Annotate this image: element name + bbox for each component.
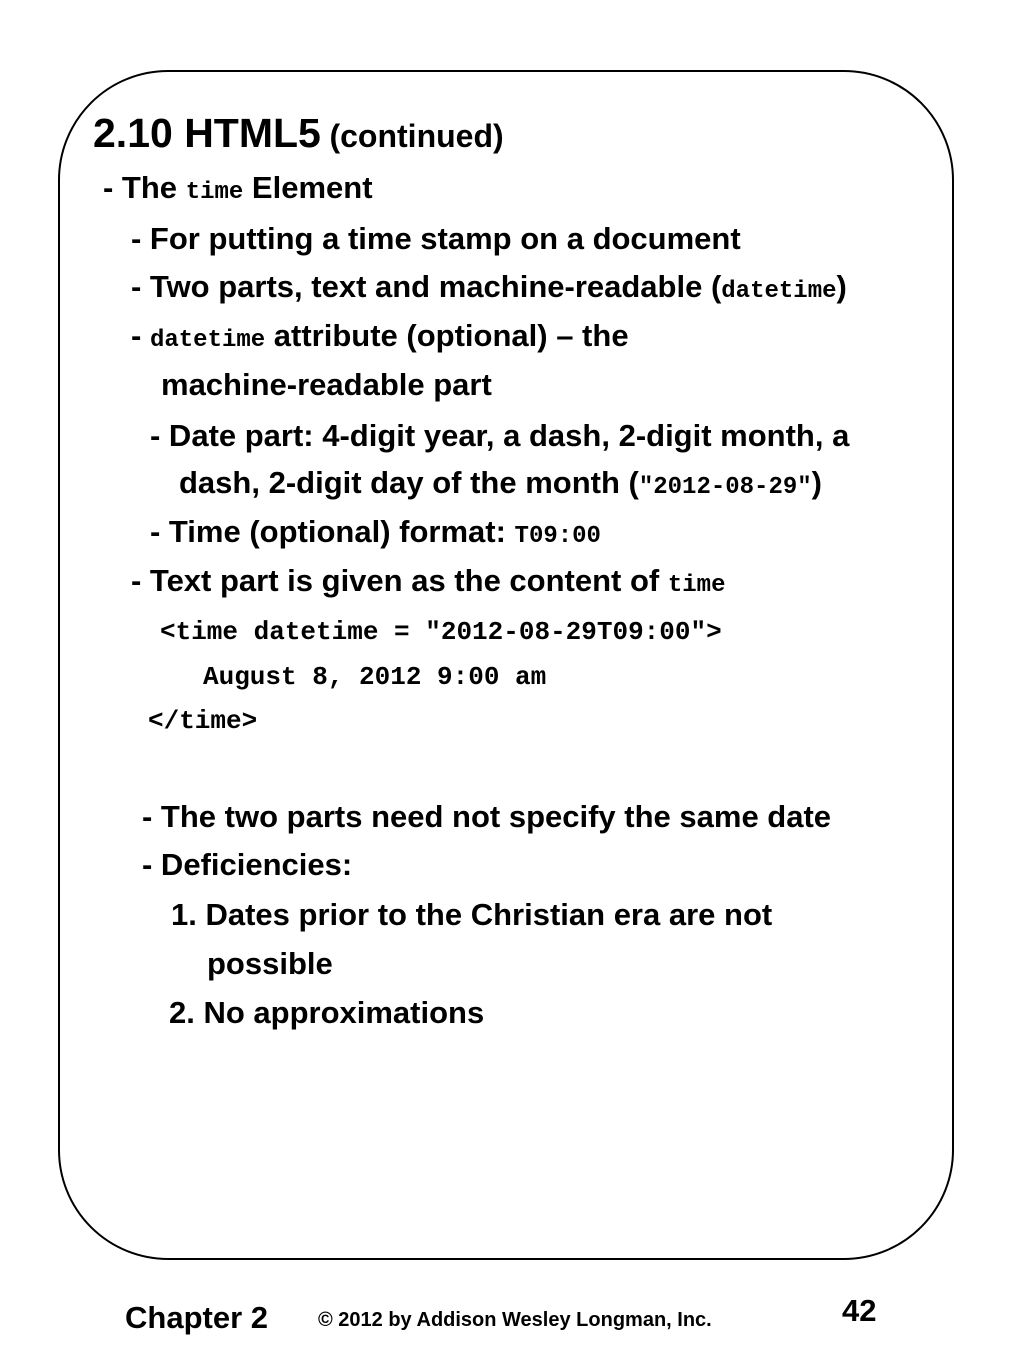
deficiency-1-line2: possible: [207, 946, 333, 981]
bullet-two-parts-code: datetime: [721, 278, 837, 305]
section-heading: [103, 172, 373, 205]
title-suffix: (continued): [329, 118, 504, 154]
time-format-text: - Time (optional) format:: [150, 514, 506, 549]
heading-prefix: - The: [103, 170, 178, 205]
code-line-open: <time datetime = ″2012-08-29T09:00″>: [160, 617, 722, 647]
date-part-text: dash, 2-digit day of the month (: [179, 465, 639, 500]
footer-copyright: © 2012 by Addison Wesley Longman, Inc.: [318, 1309, 712, 1331]
text-part: [131, 565, 725, 598]
deficiencies-label: - Deficiencies:: [142, 847, 353, 882]
bullet-datetime-attr: [131, 320, 629, 353]
bullet-attr-dash: -: [131, 318, 142, 353]
deficiency-1-line1: 1. Dates prior to the Christian era are not: [171, 897, 773, 932]
date-part-close: ): [811, 465, 822, 500]
code-line-close: </time>: [148, 706, 258, 736]
bullet-purpose: - For putting a time stamp on a document: [131, 221, 741, 256]
code-line-content: August 8, 2012 9:00 am: [203, 662, 547, 692]
text-part-code: time: [667, 572, 726, 599]
bullet-two-parts: [131, 271, 847, 304]
text-part-text: - Text part is given as the content of: [131, 563, 660, 598]
time-format: [150, 516, 601, 549]
bullet-attr-code: datetime: [149, 327, 266, 354]
heading-suffix: Element: [251, 170, 373, 205]
date-part-line2: [179, 467, 822, 500]
title-main: 2.10 HTML5: [93, 110, 321, 156]
slide-title: [93, 110, 504, 156]
bullet-attr-text: attribute (optional) – the: [273, 318, 629, 353]
note-same-date: - The two parts need not specify the same date: [142, 799, 832, 834]
deficiency-2: 2. No approximations: [169, 995, 485, 1030]
date-part-code: ″2012-08-29″: [638, 474, 812, 501]
bullet-two-parts-text: - Two parts, text and machine-readable (: [131, 269, 722, 304]
page-number: 42: [842, 1293, 877, 1328]
bullet-datetime-attr-cont: machine-readable part: [161, 367, 492, 402]
date-part-line1: - Date part: 4-digit year, a dash, 2-digit month, a: [150, 418, 850, 453]
footer-chapter: Chapter 2: [125, 1300, 268, 1335]
bullet-two-parts-close: ): [836, 269, 847, 304]
heading-code: time: [185, 179, 244, 206]
time-format-code: T09:00: [514, 523, 601, 550]
